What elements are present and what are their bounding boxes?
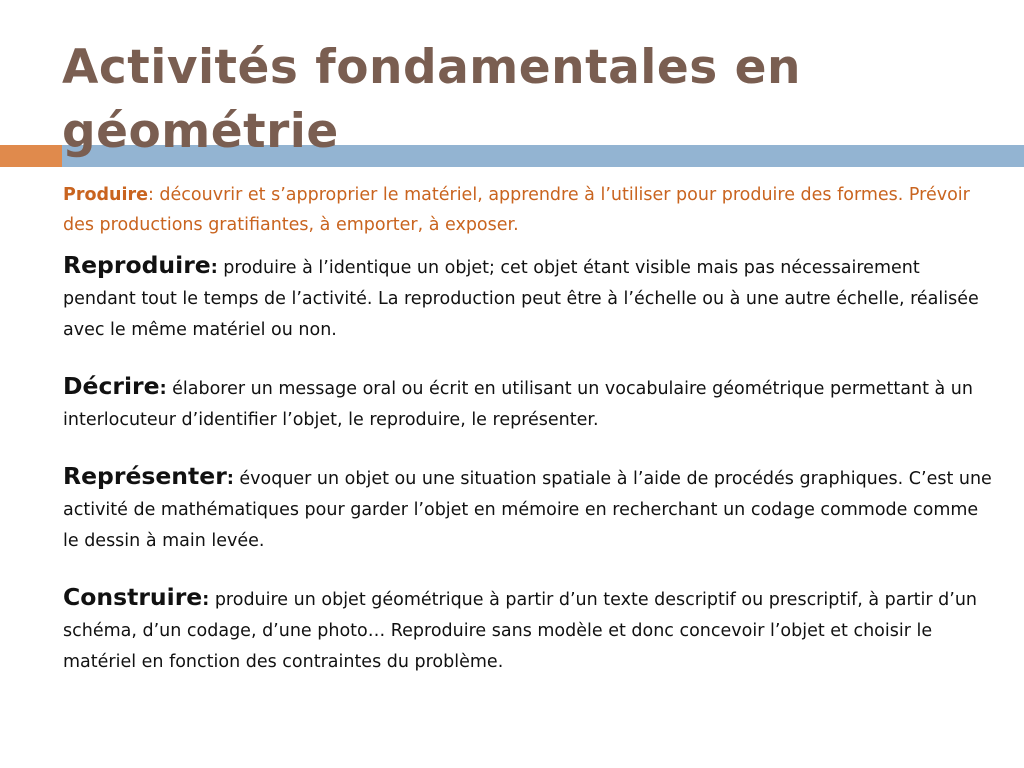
intro-paragraph [63,180,993,240]
accent-bar-orange [0,145,62,167]
activity-text: élaborer un message oral ou écrit en utilisant un vocabulaire géométrique permettant à un interlocuteur d’identifier l’objet, le reproduire, le représenter. [63,379,973,430]
activity-item-reproduire [63,250,993,346]
activity-colon: : [226,469,234,489]
activity-text: produire à l’identique un objet; cet objet étant visible mais pas nécessairement pendant tout le temps de l’activité. La reproduction peut être à l’échelle ou à une autre échelle, réalisée avec le même matériel ou non. [63,258,979,340]
activity-text: évoquer un objet ou une situation spatiale à l’aide de procédés graphiques. C’est une activité de mathématiques pour garder l’objet en mémoire en recherchant un codage commode comme le dessin à main levée. [63,469,992,551]
activity-term: Construire [63,583,203,611]
activity-term: Représenter [63,462,227,490]
activity-colon: : [202,590,210,610]
activity-term: Reproduire [63,251,211,279]
slide-title: Activités fondamentales en géométrie [62,40,801,159]
intro-text: : découvrir et s’approprier le matériel, apprendre à l’utiliser pour produire des formes. Prévoir des productions gratifiantes, à emporter, à exposer. [63,185,970,235]
slide-content [63,180,993,703]
activity-term: Décrire [63,372,160,400]
activity-item-decrire [63,371,993,436]
intro-term: Produire [63,185,148,205]
activity-text: produire un objet géométrique à partir d’un texte descriptif ou prescriptif, à partir d’un schéma, d’un codage, d’une photo… Reproduire sans modèle et donc concevoir l’objet et choisir le matériel en fonction des contraintes du problème. [63,590,978,672]
activity-item-representer [63,461,993,557]
activity-colon: : [210,258,218,278]
activity-colon: : [159,379,167,399]
activity-item-construire [63,582,993,678]
